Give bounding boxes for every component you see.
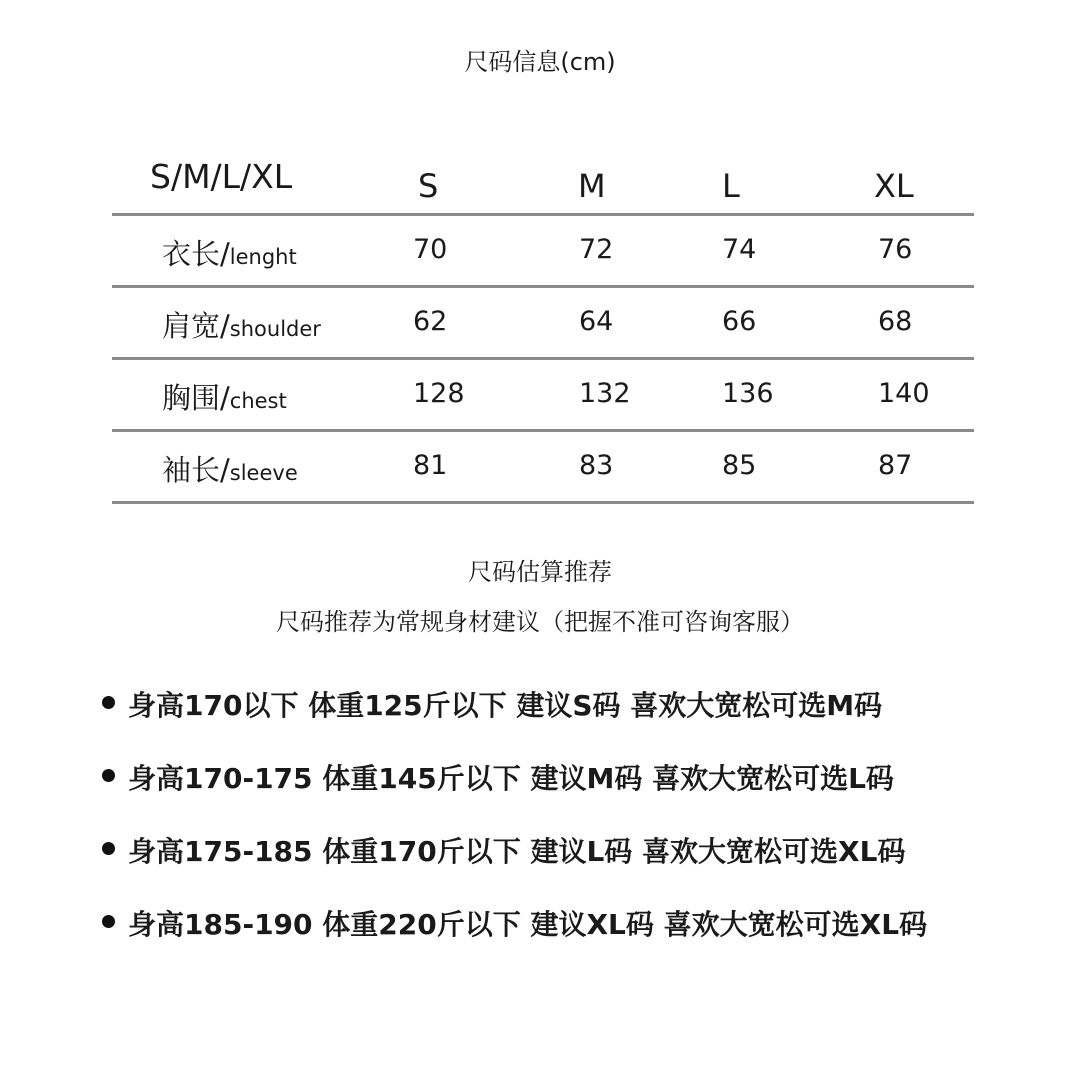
table-row: [112, 432, 974, 504]
row-label: [162, 304, 321, 345]
table-row: [112, 360, 974, 432]
table-cell: 72: [579, 234, 614, 265]
table-cell: 128: [413, 378, 465, 409]
row-label-cn: 袖长/: [162, 453, 230, 487]
row-label: [162, 376, 287, 417]
table-cell: 74: [722, 234, 757, 265]
list-item-text: 身高170-175 体重145斤以下 建议M码 喜欢大宽松可选L码: [128, 762, 894, 795]
table-row: [112, 288, 974, 360]
list-item-text: 身高185-190 体重220斤以下 建议XL码 喜欢大宽松可选XL码: [128, 908, 928, 941]
recommend-list: [100, 684, 1060, 976]
bullet-icon: [102, 769, 115, 782]
list-item: [100, 757, 1060, 830]
bullet-icon: [102, 842, 115, 855]
header-cell-m: M: [578, 167, 606, 205]
table-cell: 68: [878, 306, 913, 337]
header-cell-l: L: [722, 167, 740, 205]
table-cell: 66: [722, 306, 757, 337]
table-cell: 83: [579, 450, 614, 481]
list-item-text: 身高170以下 体重125斤以下 建议S码 喜欢大宽松可选M码: [128, 689, 883, 722]
recommend-note: 尺码推荐为常规身材建议（把握不准可咨询客服）: [276, 608, 804, 636]
bullet-icon: [102, 696, 115, 709]
page-title: 尺码信息(cm): [464, 48, 616, 76]
table-cell: 136: [722, 378, 774, 409]
row-label-en: sleeve: [229, 461, 298, 485]
table-row: [112, 216, 974, 288]
table-cell: 81: [413, 450, 448, 481]
list-item-text: 身高175-185 体重170斤以下 建议L码 喜欢大宽松可选XL码: [128, 835, 906, 868]
list-item: [100, 903, 1060, 976]
row-label-en: chest: [229, 389, 287, 413]
row-label-cn: 胸围/: [162, 381, 230, 415]
table-cell: 70: [413, 234, 448, 265]
table-cell: 85: [722, 450, 757, 481]
row-label-en: lenght: [229, 245, 297, 269]
size-table: [112, 145, 974, 504]
table-cell: 87: [878, 450, 913, 481]
header-cell-sizes: S/M/L/XL: [150, 157, 293, 196]
table-cell: 76: [878, 234, 913, 265]
row-label: [162, 232, 297, 273]
table-header: [112, 145, 974, 216]
table-cell: 140: [878, 378, 930, 409]
row-label-en: shoulder: [229, 317, 321, 341]
list-item: [100, 830, 1060, 903]
row-label-cn: 肩宽/: [162, 309, 230, 343]
table-cell: 64: [579, 306, 614, 337]
header-cell-xl: XL: [874, 167, 914, 205]
table-cell: 132: [579, 378, 631, 409]
recommend-heading: 尺码估算推荐: [468, 558, 612, 586]
list-item: [100, 684, 1060, 757]
bullet-icon: [102, 915, 115, 928]
header-cell-s: S: [418, 167, 439, 205]
row-label-cn: 衣长/: [162, 237, 230, 271]
row-label: [162, 448, 298, 489]
table-cell: 62: [413, 306, 448, 337]
